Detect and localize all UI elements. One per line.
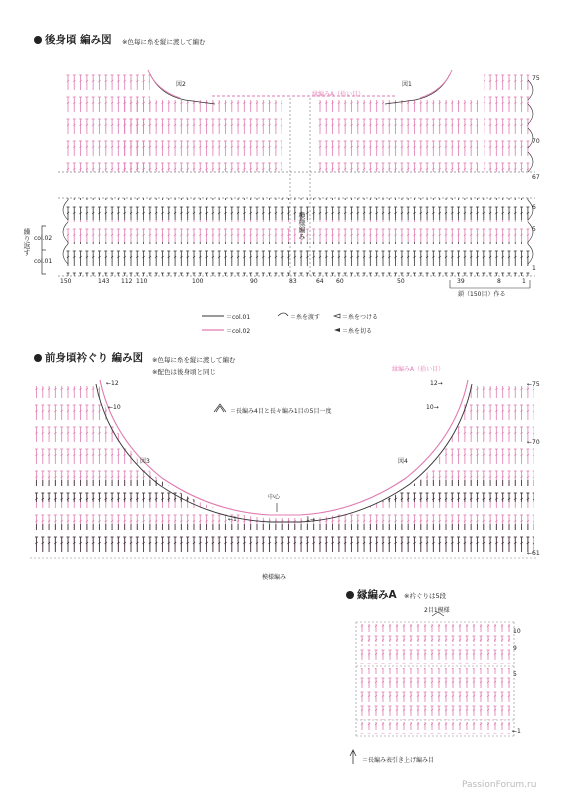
edgeA-legend: ＝長編み表引き上げ編み目 [362, 757, 435, 764]
stitch-100: 100 [192, 278, 204, 285]
front-note2: ※配色は後身頃と同じ [152, 368, 216, 376]
legend-col01: ＝col.01 [226, 314, 251, 321]
back-row-5: 5 [532, 226, 536, 233]
stitch-39: 39 [457, 278, 465, 285]
chain-note: 鎖（150目）作る [458, 291, 506, 298]
edgeA-row-5: 5 [513, 671, 517, 678]
front-right-mark-12: 12→ [430, 380, 443, 387]
legend-carry: ＝糸を渡す [290, 314, 321, 321]
back-pattern-label: 模様編み [298, 212, 306, 240]
back-stitch-block-upper [66, 72, 530, 172]
back-row-67: 67 [532, 174, 540, 181]
bullet-icon [34, 354, 42, 362]
post-stitch-symbol [350, 750, 356, 764]
front-left-mark-12: ←12 [106, 380, 119, 387]
front-left-mark-10: ←10 [108, 404, 121, 411]
stitch-110: 110 [136, 278, 148, 285]
edgeA-row-9: 9 [513, 645, 517, 652]
stitch-112: 112 [121, 278, 133, 285]
stitch-64: 64 [316, 278, 324, 285]
legend-col02: ＝col.02 [226, 328, 251, 335]
front-right-mark-10: 10→ [426, 404, 439, 411]
front-one-mark-right: 1→ [306, 516, 315, 523]
front-row-61: ←61 [527, 550, 540, 557]
back-title: 後身頃 編み図 [34, 32, 112, 47]
edgeA-title: 縁編みA [346, 587, 397, 602]
legend-cut: ＝糸を切る [342, 328, 373, 335]
repeat-label: 繰り返す [23, 228, 31, 256]
back-row-70: 70 [532, 138, 540, 145]
back-row-75: 75 [532, 75, 540, 82]
front-pattern-label: 模様編み [262, 574, 287, 581]
watermark: PassionForum.ru [462, 780, 537, 790]
edgeA-note: ※衿ぐりは5段 [404, 592, 447, 600]
stitch-8: 8 [497, 278, 501, 285]
back-edging-label: 縁編みA（拾い目） [312, 91, 365, 98]
front-center-label: 中心 [268, 494, 281, 501]
edgeA-repeat: 2目1模様 [424, 607, 450, 614]
front-row-75: ←75 [527, 381, 540, 388]
stitch-150: 150 [60, 278, 72, 285]
front-note1: ※色毎に糸を縦に渡して編む [152, 356, 236, 364]
col01-label: col.01 [34, 258, 53, 265]
bullet-icon [346, 591, 354, 599]
front-title: 前身頃衿ぐり 編み図 [34, 350, 143, 365]
stitch-50: 50 [397, 278, 405, 285]
back-row-1: 1 [532, 265, 536, 272]
legend-join: ＝糸をつける [342, 314, 379, 321]
front-edging-label: 縁編みA（拾い目） [392, 366, 445, 373]
repeat-bracket [42, 226, 46, 274]
front-row-70: ←70 [527, 439, 540, 446]
back-note: ※色毎に糸を縦に渡して編む [122, 38, 206, 46]
front-fig4-label: 図4 [398, 458, 408, 465]
back-fig1-label: 図1 [402, 81, 412, 88]
stitch-90: 90 [250, 278, 258, 285]
stitch-83: 83 [289, 278, 297, 285]
col02-label: col.02 [34, 235, 53, 242]
edgeA-row-1: ←1 [512, 728, 521, 735]
front-dec-note: ＝長編み4目と長々編み1目の5目一度 [230, 408, 332, 415]
front-fig3-label: 図3 [140, 458, 150, 465]
back-row-6: 6 [532, 204, 536, 211]
edgeA-row-10: 10 [513, 628, 521, 635]
stitch-60: 60 [336, 278, 344, 285]
stitch-143: 143 [98, 278, 110, 285]
back-fig2-label: 図2 [176, 81, 186, 88]
edgeA-stitch-block [360, 624, 510, 734]
stitch-1: 1 [522, 278, 526, 285]
front-one-mark-left: ←1 [228, 516, 237, 523]
